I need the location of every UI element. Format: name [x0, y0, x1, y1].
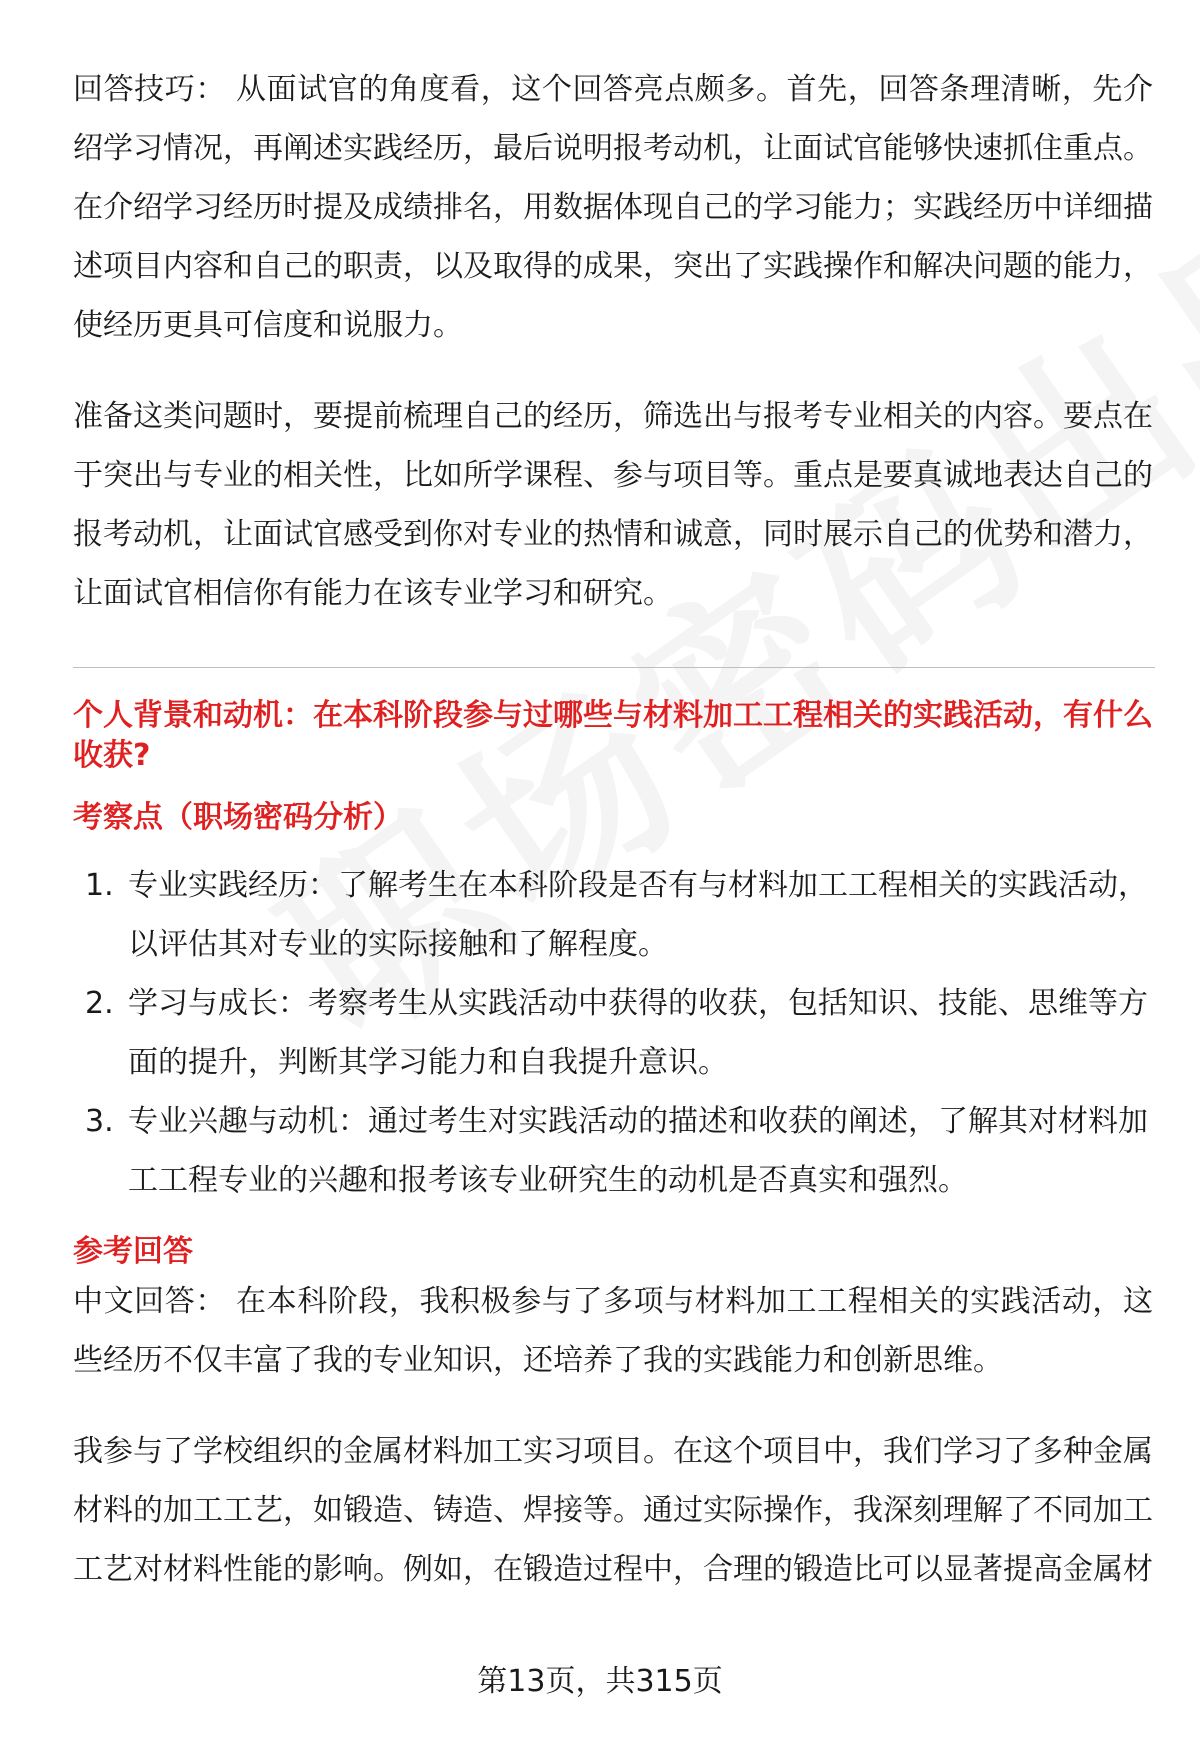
reference-answer-heading: 参考回答: [73, 1234, 193, 1269]
question-heading: 个人背景和动机：在本科阶段参与过哪些与材料加工工程相关的实践活动，有什么收获?: [73, 698, 1153, 773]
page-number: 第13页，共315页: [477, 1664, 723, 1699]
key-points-heading: 考察点（职场密码分析）: [73, 800, 403, 835]
document-page: [73, 60, 1153, 1599]
list-item-text: 专业兴趣与动机：通过考生对实践活动的描述和收获的阐述，了解其对材料加工工程专业的兴趣和报考该专业研究生的动机是否真实和强烈。: [128, 1104, 1148, 1198]
list-item: [73, 1092, 1153, 1210]
internship-paragraph: 我参与了学校组织的金属材料加工实习项目。在这个项目中，我们学习了多种金属材料的加工工艺，如锻造、铸造、焊接等。通过实际操作，我深刻理解了不同加工工艺对材料性能的影响。例如，在锻造过程中，合理的锻造比可以显著提高金属材: [73, 1434, 1153, 1587]
preparation-paragraph: 准备这类问题时，要提前梳理自己的经历，筛选出与报考专业相关的内容。要点在于突出与专业的相关性，比如所学课程、参与项目等。重点是要真诚地表达自己的报考动机，让面试官感受到你对专业的热情和诚意，同时展示自己的优势和潜力，让面试官相信你有能力在该专业学习和研究。: [73, 399, 1153, 611]
list-item: [73, 856, 1153, 974]
section-divider: [73, 667, 1155, 668]
list-number: 1.: [85, 868, 114, 903]
list-number: 3.: [85, 1104, 114, 1139]
list-number: 2.: [85, 986, 114, 1021]
list-item-text: 学习与成长：考察考生从实践活动中获得的收获，包括知识、技能、思维等方面的提升，判断其学习能力和自我提升意识。: [128, 986, 1148, 1080]
list-item-text: 专业实践经历：了解考生在本科阶段是否有与材料加工工程相关的实践活动，以评估其对专业的实际接触和了解程度。: [128, 868, 1148, 962]
chinese-answer-paragraph: 中文回答： 在本科阶段，我积极参与了多项与材料加工工程相关的实践活动，这些经历不仅丰富了我的专业知识，还培养了我的实践能力和创新思维。: [73, 1284, 1153, 1378]
list-item: [73, 974, 1153, 1092]
answer-tips-paragraph: 回答技巧： 从面试官的角度看，这个回答亮点颇多。首先，回答条理清晰，先介绍学习情况，再阐述实践经历，最后说明报考动机，让面试官能够快速抓住重点。在介绍学习经历时提及成绩排名，用数据体现自己的学习能力；实践经历中详细描述项目内容和自己的职责，以及取得的成果，突出了实践操作和解决问题的能力，使经历更具可信度和说服力。: [73, 72, 1153, 343]
key-points-list: [73, 856, 1153, 1210]
